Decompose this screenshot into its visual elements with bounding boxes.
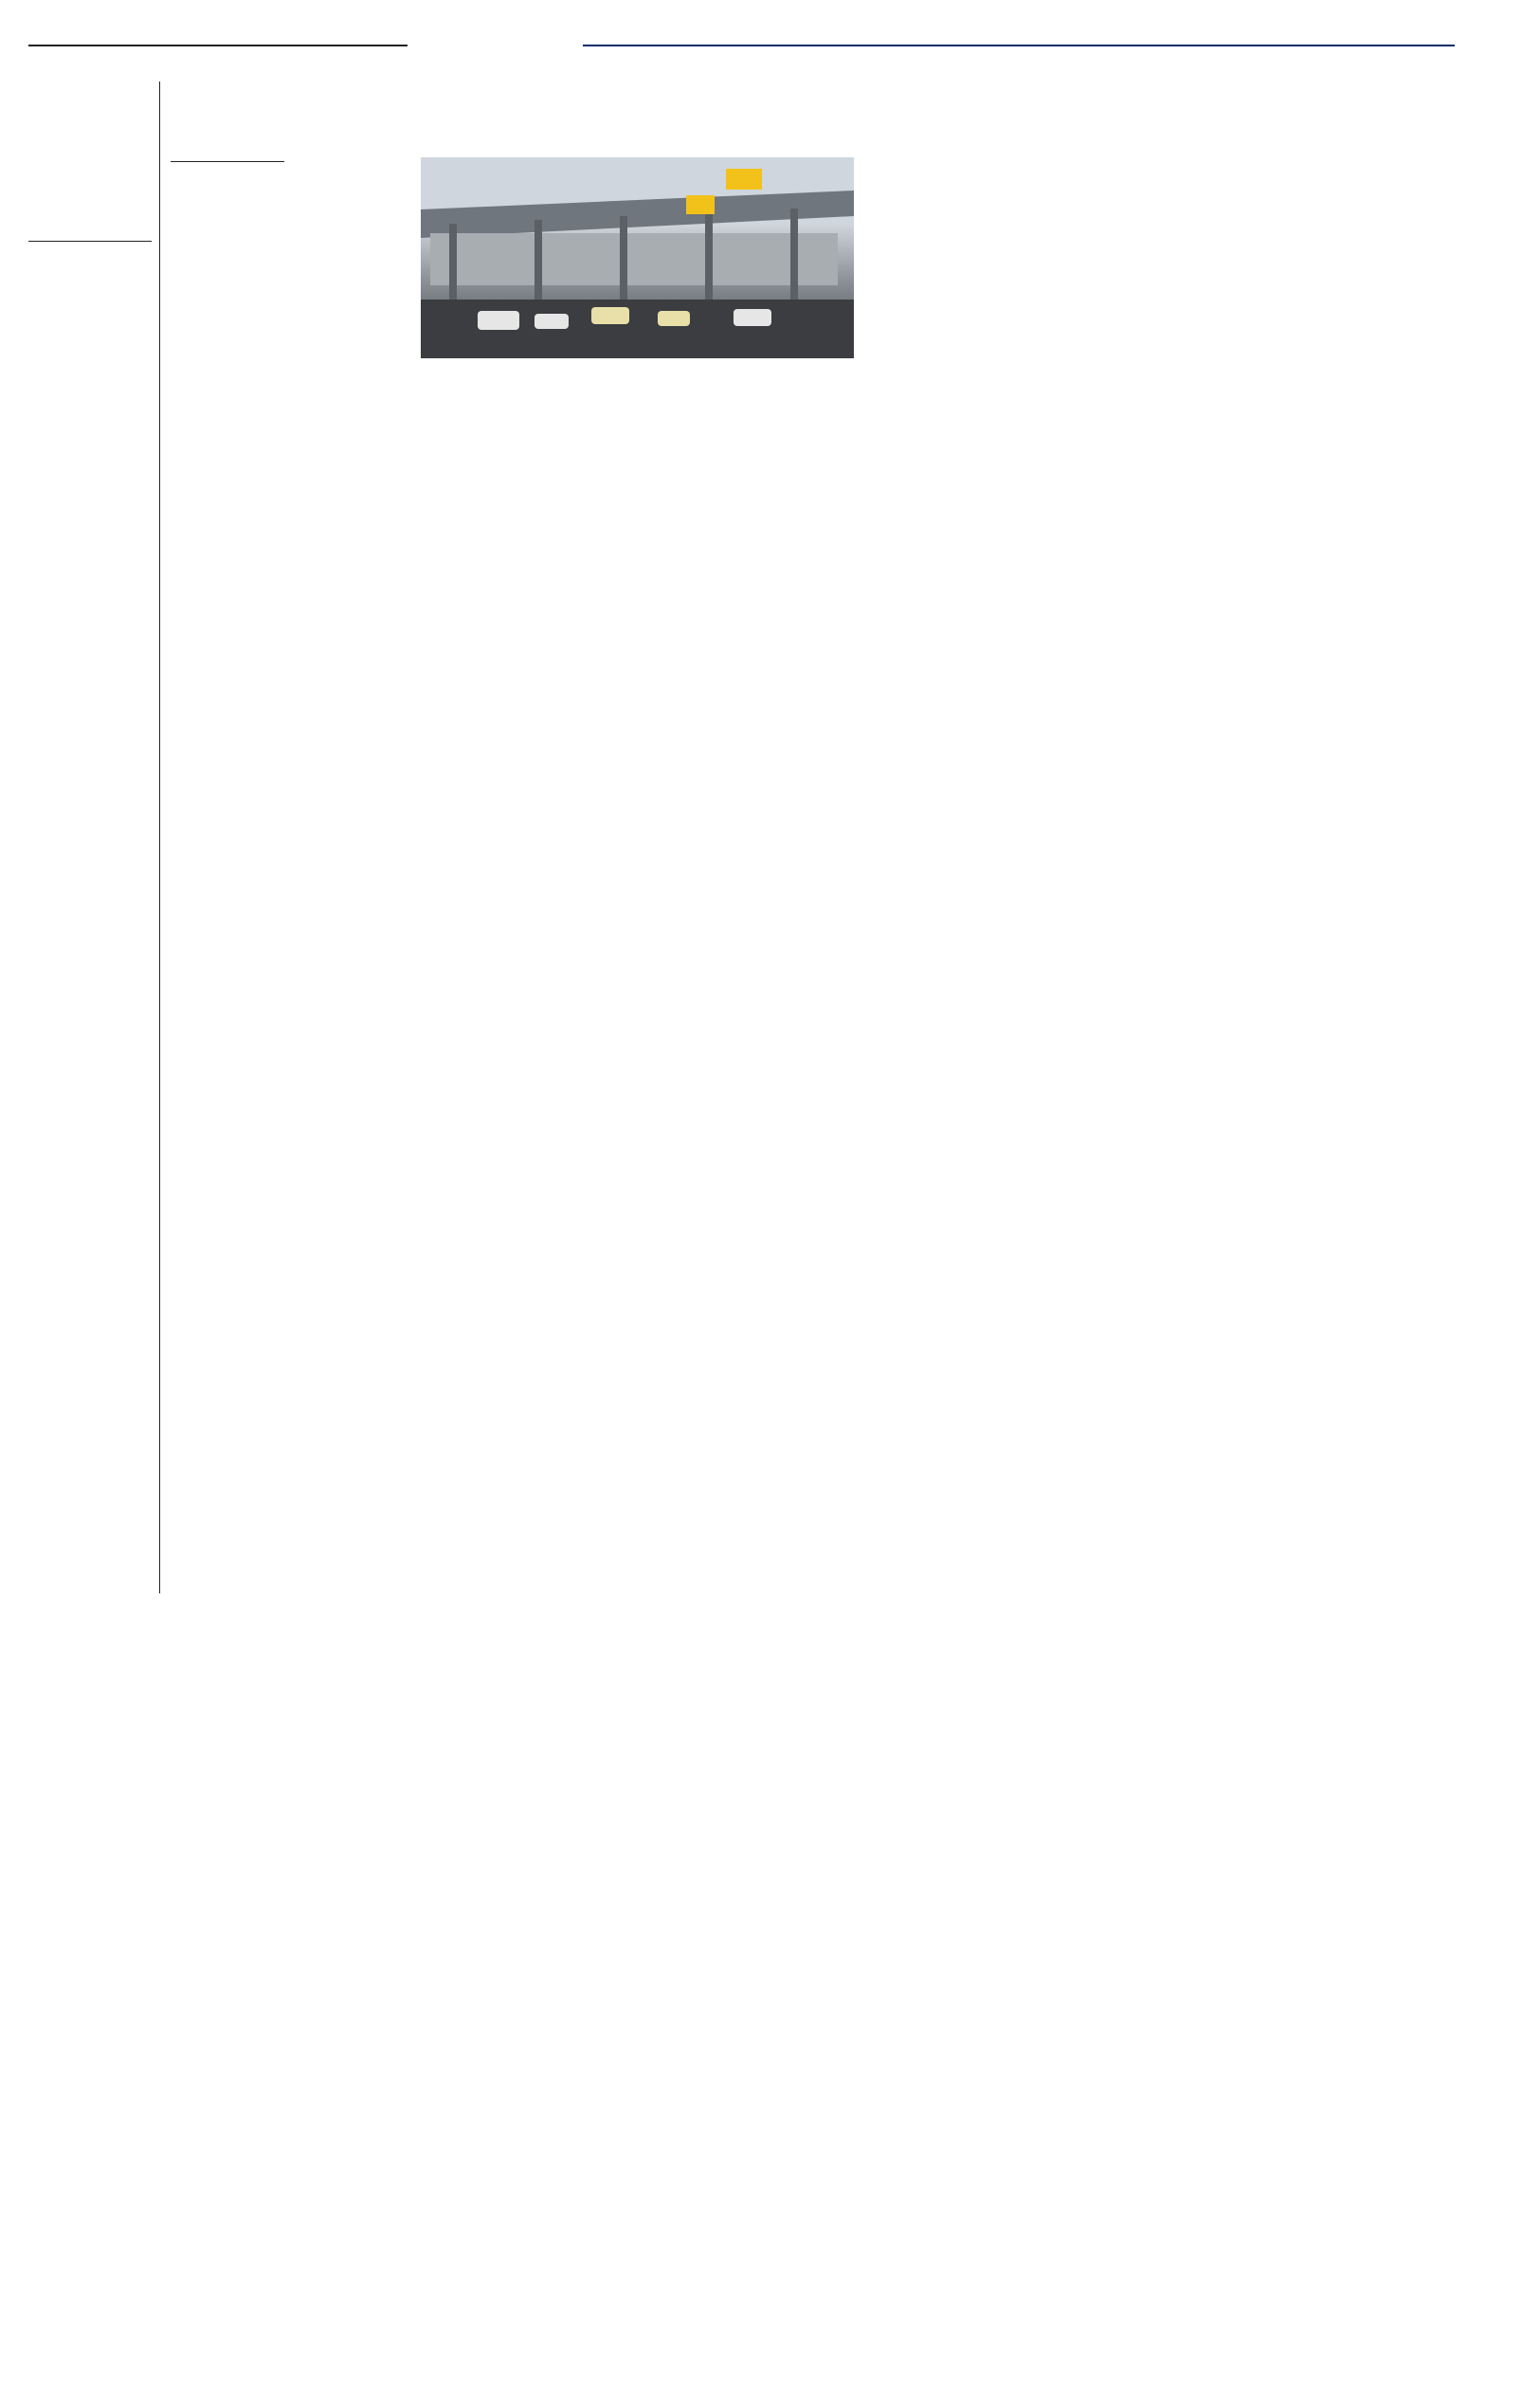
nbmch-story bbox=[28, 82, 152, 91]
masthead-rule-left bbox=[28, 45, 408, 46]
nbmch-byline-rule bbox=[28, 241, 152, 242]
masthead-rule-right bbox=[583, 45, 1455, 46]
masthead bbox=[28, 27, 1512, 70]
column-divider bbox=[159, 82, 160, 1593]
airport-terminal-illustration bbox=[421, 157, 854, 358]
airport-col2 bbox=[292, 157, 413, 161]
airport-col7 bbox=[1123, 157, 1246, 161]
airport-col5 bbox=[860, 157, 983, 161]
airport-col1 bbox=[171, 157, 284, 168]
airport-col3 bbox=[421, 379, 542, 383]
airport-byline-rule bbox=[171, 161, 284, 162]
airport-photo bbox=[421, 157, 854, 358]
